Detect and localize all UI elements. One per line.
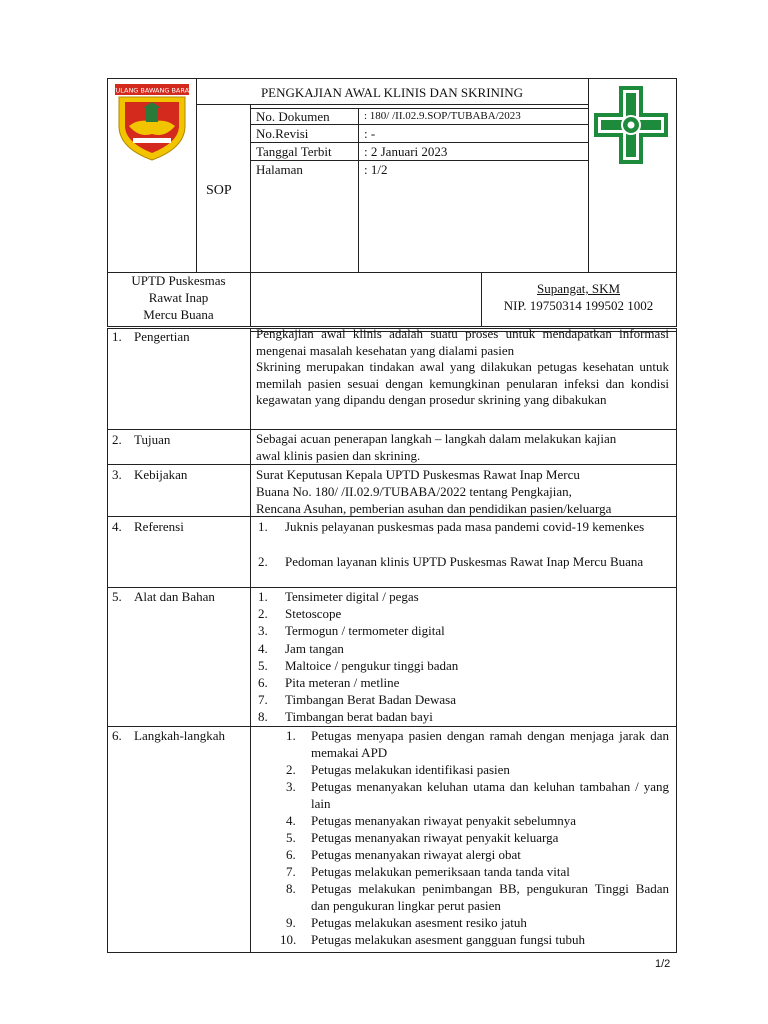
langkah-item: [286, 829, 669, 846]
pengertian-paragraph-1: Pengkajian awal klinis adalah suatu proses untuk mendapatkan informasi mengenai masalah kesehatan yang dialami pasien: [256, 326, 669, 358]
alat-item: Stetoscope: [285, 606, 342, 621]
langkah-item: [286, 727, 669, 761]
langkah-item: [286, 778, 669, 812]
section-num-pengertian: 1.: [112, 329, 122, 344]
section-label-pengertian: Pengertian: [134, 329, 190, 344]
langkah-text: Petugas melakukan penimbangan BB, pengukuran Tinggi Badan dan pengukuran lingkar perut pasien: [311, 881, 669, 913]
langkah-text: Petugas menanyakan riwayat penyakit sebelumnya: [311, 813, 576, 828]
langkah-text: Petugas menanyakan keluhan utama dan keluhan tambahan / yang lain: [311, 779, 669, 811]
alat-num: 6.: [258, 675, 268, 690]
health-center-logo: [592, 84, 670, 166]
langkah-text: Petugas melakukan identifikasi pasien: [311, 762, 510, 777]
kebijakan-line-2: Buana No. 180/ /II.02.9/TUBABA/2022 tentang Pengkajian,: [256, 484, 572, 499]
langkah-item: [286, 761, 669, 778]
referensi-num-1: 1.: [258, 519, 268, 534]
alat-num: 4.: [258, 641, 268, 656]
langkah-text: Petugas menanyakan riwayat alergi obat: [311, 847, 521, 862]
langkah-text: Petugas menanyakan riwayat penyakit keluarga: [311, 830, 559, 845]
langkah-text: Petugas melakukan asesment gangguan fungsi tubuh: [311, 932, 586, 947]
langkah-list: [280, 727, 669, 948]
kebijakan-line-1: Surat Keputusan Kepala UPTD Puskesmas Rawat Inap Mercu: [256, 467, 580, 482]
section-num-tujuan: 2.: [112, 432, 122, 447]
langkah-item: [286, 863, 669, 880]
langkah-item: [286, 880, 669, 914]
org-line-3: Mercu Buana: [143, 307, 214, 322]
alat-item: Maltoice / pengukur tinggi badan: [285, 658, 459, 673]
section-num-langkah: 6.: [112, 728, 122, 743]
meta-label-no-revisi: No.Revisi: [256, 126, 309, 141]
langkah-item: [286, 914, 669, 931]
pengertian-paragraph-2: Skrining merupakan tindakan awal yang dilakukan petugas kesehatan untuk memilah pasien sesuai dengan kemungkinan penularan infeksi dan kondisi kegawatan yang dipandu dengan prosedur skrining yang dibakukan: [256, 359, 669, 407]
referensi-num-2: 2.: [258, 554, 268, 569]
org-line-2: Rawat Inap: [148, 290, 209, 305]
alat-item: Jam tangan: [285, 641, 344, 656]
meta-label-no-dokumen: No. Dokumen: [256, 109, 330, 124]
section-label-alat: Alat dan Bahan: [134, 589, 215, 604]
alat-num: 7.: [258, 692, 268, 707]
document-title: PENGKAJIAN AWAL KLINIS DAN SKRINING: [260, 85, 524, 100]
alat-item: Timbangan berat badan bayi: [285, 709, 433, 724]
meta-value-no-dokumen: : 180/ /II.02.9.SOP/TUBABA/2023: [364, 110, 521, 122]
section-label-kebijakan: Kebijakan: [134, 467, 188, 482]
alat-item: Tensimeter digital / pegas: [285, 589, 419, 604]
langkah-item: [286, 846, 669, 863]
langkah-num: 2.: [286, 762, 296, 777]
alat-num: 3.: [258, 623, 268, 638]
alat-item: Pita meteran / metline: [285, 675, 400, 690]
langkah-num: 7.: [286, 864, 296, 879]
langkah-num: 9.: [286, 915, 296, 930]
langkah-num: 8.: [286, 881, 296, 896]
kebijakan-line-3: Rencana Asuhan, pemberian asuhan dan pendidikan pasien/keluarga: [256, 501, 612, 516]
langkah-num: 10.: [280, 932, 297, 947]
section-num-referensi: 4.: [112, 519, 122, 534]
alat-num: 5.: [258, 658, 268, 673]
signer-nip: NIP. 19750314 199502 1002: [503, 298, 654, 313]
referensi-item-1: Juknis pelayanan puskesmas pada masa pandemi covid-19 kemenkes: [285, 519, 645, 534]
referensi-item-2: Pedoman layanan klinis UPTD Puskesmas Rawat Inap Mercu Buana: [285, 554, 644, 569]
langkah-item: [280, 931, 669, 948]
alat-num: 2.: [258, 606, 268, 621]
section-label-langkah: Langkah-langkah: [134, 728, 225, 743]
signer-name: Supangat, SKM: [536, 281, 621, 296]
langkah-text: Petugas melakukan pemeriksaan tanda tanda vital: [311, 864, 570, 879]
meta-value-no-revisi: : -: [364, 126, 376, 141]
alat-num: 8.: [258, 709, 268, 724]
regional-logo: [113, 82, 191, 162]
org-line-1: UPTD Puskesmas: [131, 273, 226, 288]
section-num-kebijakan: 3.: [112, 467, 122, 482]
section-label-tujuan: Tujuan: [134, 432, 171, 447]
langkah-num: 1.: [286, 728, 296, 743]
langkah-num: 5.: [286, 830, 296, 845]
meta-label-tanggal: Tanggal Terbit: [256, 144, 332, 159]
langkah-num: 3.: [286, 779, 296, 794]
meta-value-halaman: : 1/2: [364, 162, 388, 177]
section-num-alat: 5.: [112, 589, 122, 604]
alat-num: 1.: [258, 589, 268, 604]
meta-label-halaman: Halaman: [256, 162, 303, 177]
meta-value-tanggal: : 2 Januari 2023: [364, 144, 448, 159]
langkah-num: 4.: [286, 813, 296, 828]
sop-label: SOP: [206, 183, 232, 198]
alat-item: Timbangan Berat Badan Dewasa: [285, 692, 457, 707]
langkah-text: Petugas menyapa pasien dengan ramah dengan menjaga jarak dan memakai APD: [311, 728, 669, 760]
logo-text: TULANG BAWANG BARAT: [113, 86, 191, 95]
page-number: 1/2: [655, 958, 671, 970]
tujuan-text: Sebagai acuan penerapan langkah – langkah dalam melakukan kajian awal klinis pasien dan skrining.: [256, 431, 617, 463]
alat-item: Termogun / termometer digital: [285, 623, 445, 638]
langkah-item: [286, 812, 669, 829]
langkah-text: Petugas melakukan asesment resiko jatuh: [311, 915, 527, 930]
section-label-referensi: Referensi: [134, 519, 184, 534]
langkah-num: 6.: [286, 847, 296, 862]
